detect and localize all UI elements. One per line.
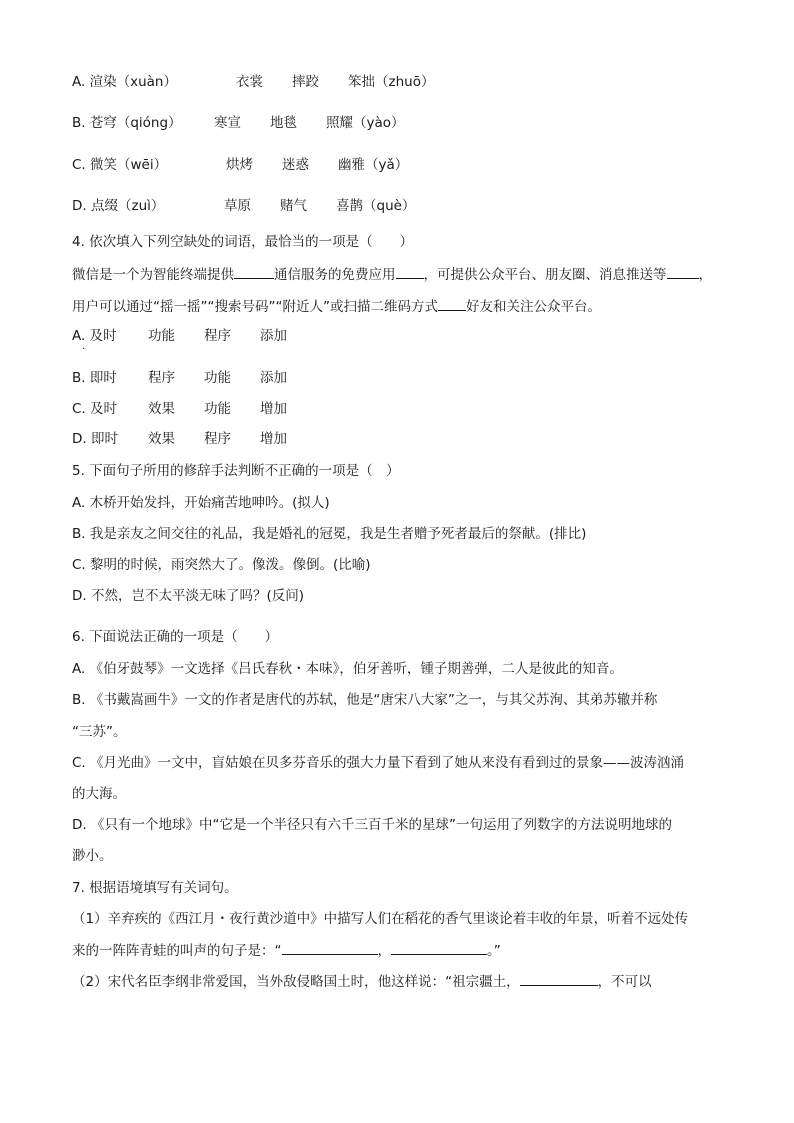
q4-p2a: 用户可以通过“摇一摇”“搜索号码”“附近人”或扫描二维码方式 [72,299,438,315]
q7-s1d: 。” [487,943,501,959]
q5-option-a: A. 木桥开始发抖，开始痛苦地呻吟。(拟人) [72,495,330,511]
q4-stem: 4. 依次填入下列空缺处的词语，最恰当的一项是（ ） [72,234,414,250]
q4-option-b [72,368,287,388]
q4-blank-1[interactable] [234,264,274,279]
q4-p1b: 通信服务的免费应用 [274,267,396,283]
q3-option-a [72,72,434,92]
q4-option-d [72,429,287,449]
q4-c-2: 效果 [148,401,175,417]
q6-option-a: A. 《伯牙鼓琴》一文选择《吕氏春秋・本味》，伯牙善听，锺子期善弹，二人是彼此的知音。 [72,661,623,677]
q4-b-1: B. 即时 [72,370,117,386]
stray-mark: · [82,344,86,355]
q7-stem: 7. 根据语境填写有关词句。 [72,880,238,896]
q3-c-label: C. 微笑（wēi） [72,157,168,173]
q3-d-word2: 草原 [224,198,251,214]
q5-stem: 5. 下面句子所用的修辞手法判断不正确的一项是（ ） [72,463,400,479]
q3-a-label: A. 渲染（xuàn） [72,74,177,90]
q4-option-a [72,326,287,346]
q4-passage-line2 [72,296,601,317]
q3-b-word3: 地毯 [270,115,297,131]
q6-stem: 6. 下面说法正确的一项是（ ） [72,629,279,645]
q7-blank-1[interactable] [282,940,378,955]
q3-d-word3: 赌气 [280,198,307,214]
q7-s2b: ，不可以 [597,974,652,990]
q3-option-c [72,155,408,175]
q3-c-word3: 迷惑 [282,157,309,173]
q3-a-word3: 摔跤 [292,74,319,90]
q4-a-1: A. 及时 [72,328,117,344]
q4-blank-2[interactable] [396,264,424,279]
q4-d-2: 效果 [148,431,175,447]
q3-a-word2: 衣裳 [236,74,263,90]
q3-c-word2: 烘烤 [226,157,253,173]
q3-option-d [72,196,415,216]
q4-p1a: 微信是一个为智能终端提供 [72,267,234,283]
q3-b-label: B. 苍穹（qióng） [72,115,182,131]
q4-p1c: ，可提供公众平台、朋友圈、消息推送等 [423,267,667,283]
q3-a-word4: 笨拙（zhuō） [348,74,435,90]
q6-option-c-line1: C. 《月光曲》一文中，盲姑娘在贝多芬音乐的强大力量下看到了她从来没有看到过的景象——波涛汹涌 [72,755,685,771]
q4-a-3: 程序 [204,328,231,344]
q4-d-1: D. 即时 [72,431,118,447]
q4-c-3: 功能 [204,401,231,417]
q6-option-c-line2: 的大海。 [72,786,126,802]
q5-option-c: C. 黎明的时候，雨突然大了。像泼。像倒。(比喻) [72,557,371,573]
q7-s2a: （2）宋代名臣李纲非常爱国，当外敌侵略国土时，他这样说：“祖宗疆土， [72,974,520,990]
q4-d-3: 程序 [204,431,231,447]
q6-option-b-line2: “三苏”。 [72,724,127,740]
q3-c-word4: 幽雅（yǎ） [338,157,409,173]
q7-sub2-line1 [72,971,652,992]
q6-option-d-line2: 渺小。 [72,848,113,864]
q4-b-2: 程序 [148,370,175,386]
q7-sub1-line1: （1）辛弃疾的《西江月・夜行黄沙道中》中描写人们在稻花的香气里谈论着丰收的年景，听着不远处传 [72,911,689,927]
q3-b-word4: 照耀（yào） [326,115,405,131]
q4-a-4: 添加 [260,328,287,344]
q4-blank-3[interactable] [667,264,699,279]
q7-blank-3[interactable] [520,971,598,986]
q4-p1d: ， [698,267,712,283]
q6-option-b-line1: B. 《书戴嵩画牛》一文的作者是唐代的苏轼，他是“唐宋八大家”之一，与其父苏洵、其弟苏辙并称 [72,692,658,708]
q5-option-d: D. 不然，岂不太平淡无味了吗？(反问) [72,588,305,604]
q3-option-b [72,113,405,133]
q4-passage-line1 [72,264,712,285]
q3-d-word4: 喜鹊（què） [336,198,416,214]
q4-c-1: C. 及时 [72,401,118,417]
q4-d-4: 增加 [260,431,287,447]
q5-option-b: B. 我是亲友之间交往的礼品，我是婚礼的冠冕，我是生者赠予死者最后的祭献。(排比) [72,526,587,542]
q6-option-d-line1: D. 《只有一个地球》中“它是一个半径只有六千三百千米的星球”一句运用了列数字的方法说明地球的 [72,817,672,833]
q4-b-4: 添加 [260,370,287,386]
q7-sub1-line2 [72,940,501,961]
q4-b-3: 功能 [204,370,231,386]
q7-s1b: 来的一阵阵青蛙的叫声的句子是：“ [72,943,282,959]
q4-c-4: 增加 [260,401,287,417]
q3-d-label: D. 点缀（zuì） [72,198,165,214]
q4-option-c [72,399,287,419]
q7-s1c: ， [377,943,391,959]
q4-p2b: 好友和关注公众平台。 [465,299,601,315]
q4-blank-4[interactable] [438,296,466,311]
q4-a-2: 功能 [148,328,175,344]
q7-blank-2[interactable] [391,940,487,955]
q3-b-word2: 寒宣 [214,115,241,131]
